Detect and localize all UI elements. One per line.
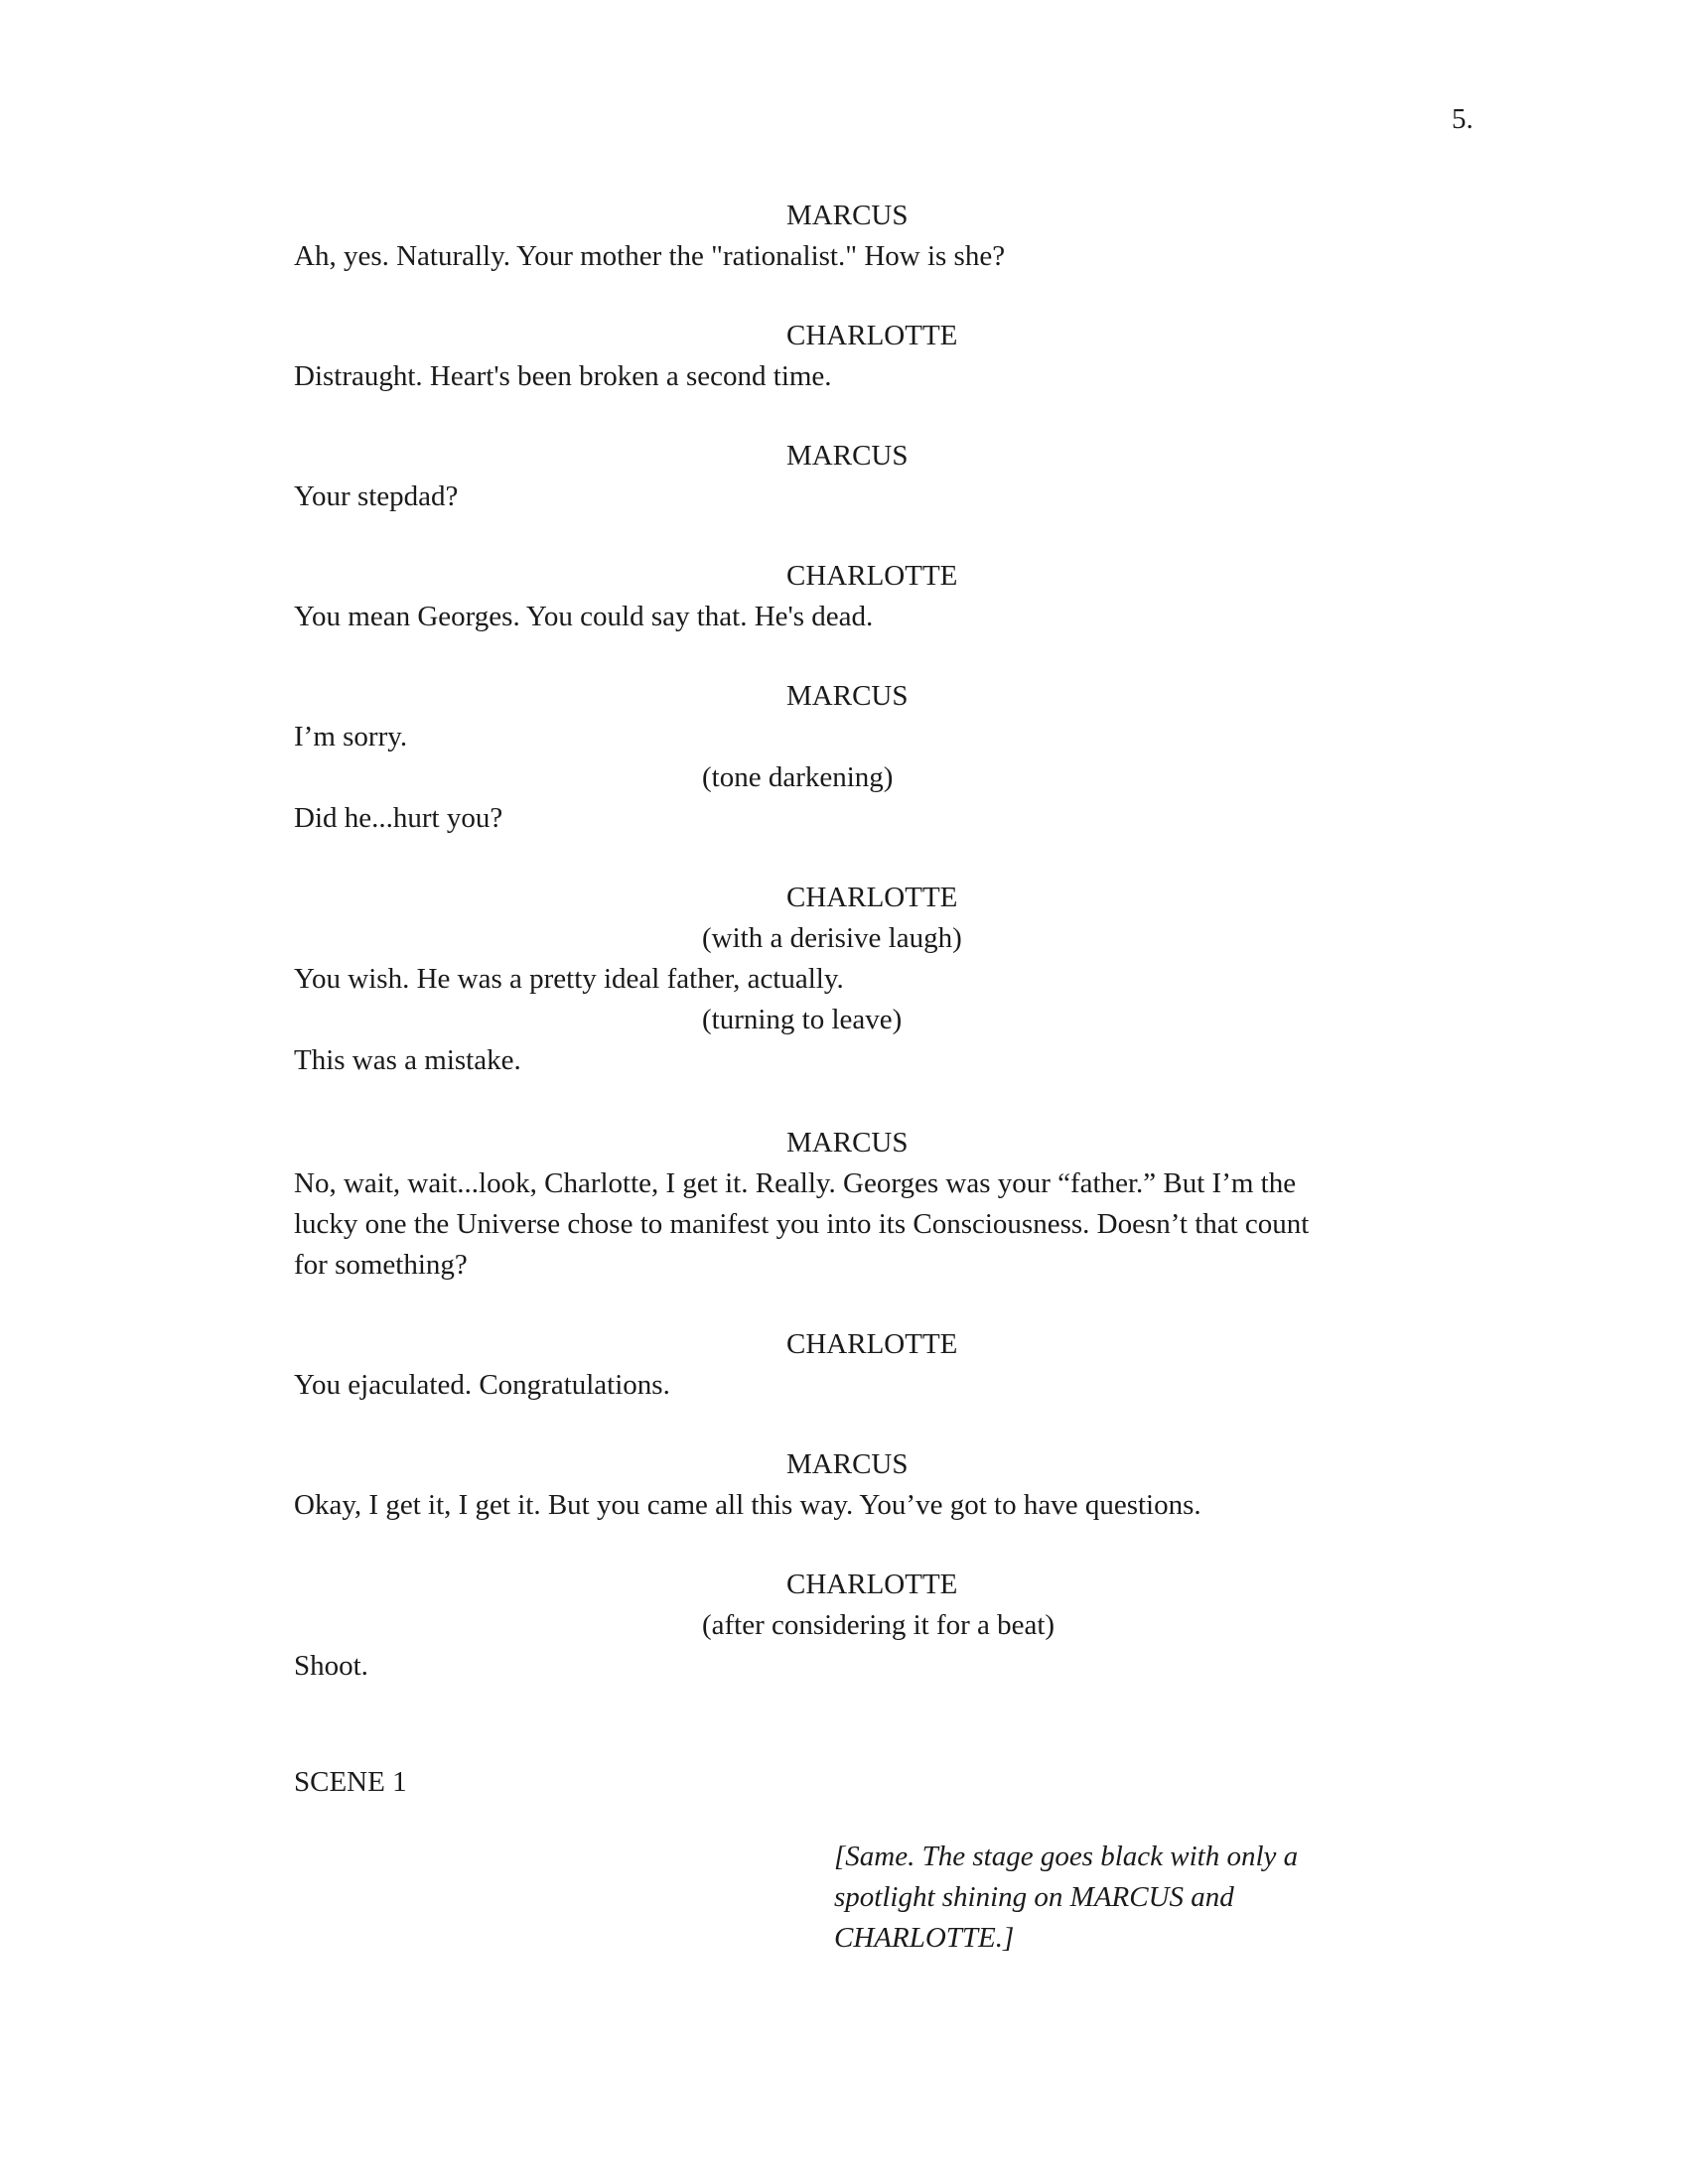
- parenthetical: (with a derisive laugh): [702, 922, 962, 954]
- dialogue-line: You wish. He was a pretty ideal father, actually.: [294, 963, 844, 995]
- parenthetical: (after considering it for a beat): [702, 1609, 1055, 1641]
- dialogue-line: Your stepdad?: [294, 480, 459, 512]
- parenthetical: (tone darkening): [702, 761, 894, 793]
- character-name: CHARLOTTE: [786, 1569, 958, 1600]
- dialogue-line: No, wait, wait...look, Charlotte, I get it. Really. Georges was your “father.” But I’m the: [294, 1167, 1297, 1199]
- character-name: CHARLOTTE: [786, 320, 958, 351]
- dialogue-line: You mean Georges. You could say that. He's dead.: [294, 601, 874, 632]
- page-number: 5.: [1452, 103, 1474, 135]
- character-name: MARCUS: [786, 200, 909, 231]
- character-name: MARCUS: [786, 1127, 909, 1159]
- character-name: MARCUS: [786, 680, 909, 712]
- dialogue-line: Distraught. Heart's been broken a second time.: [294, 360, 832, 392]
- character-name: CHARLOTTE: [786, 882, 958, 913]
- dialogue-line: Okay, I get it, I get it. But you came all this way. You’ve got to have questions.: [294, 1489, 1201, 1521]
- scene-heading: SCENE 1: [294, 1766, 407, 1798]
- dialogue-line: lucky one the Universe chose to manifest you into its Consciousness. Doesn’t that count: [294, 1208, 1310, 1240]
- dialogue-line: for something?: [294, 1249, 468, 1281]
- character-name: MARCUS: [786, 440, 909, 472]
- dialogue-line: Did he...hurt you?: [294, 802, 503, 834]
- dialogue-line: Ah, yes. Naturally. Your mother the "rationalist." How is she?: [294, 240, 1006, 272]
- stage-direction-line: CHARLOTTE.]: [834, 1922, 1015, 1954]
- dialogue-line: Shoot.: [294, 1650, 368, 1682]
- dialogue-line: This was a mistake.: [294, 1044, 521, 1076]
- stage-direction-line: [Same. The stage goes black with only a: [834, 1841, 1299, 1872]
- character-name: MARCUS: [786, 1448, 909, 1480]
- character-name: CHARLOTTE: [786, 560, 958, 592]
- character-name: CHARLOTTE: [786, 1328, 958, 1360]
- stage-direction: [834, 1837, 1390, 1959]
- parenthetical: (turning to leave): [702, 1004, 903, 1035]
- dialogue-line: I’m sorry.: [294, 721, 408, 752]
- stage-direction-line: spotlight shining on MARCUS and: [834, 1881, 1234, 1913]
- dialogue-line: You ejaculated. Congratulations.: [294, 1369, 670, 1401]
